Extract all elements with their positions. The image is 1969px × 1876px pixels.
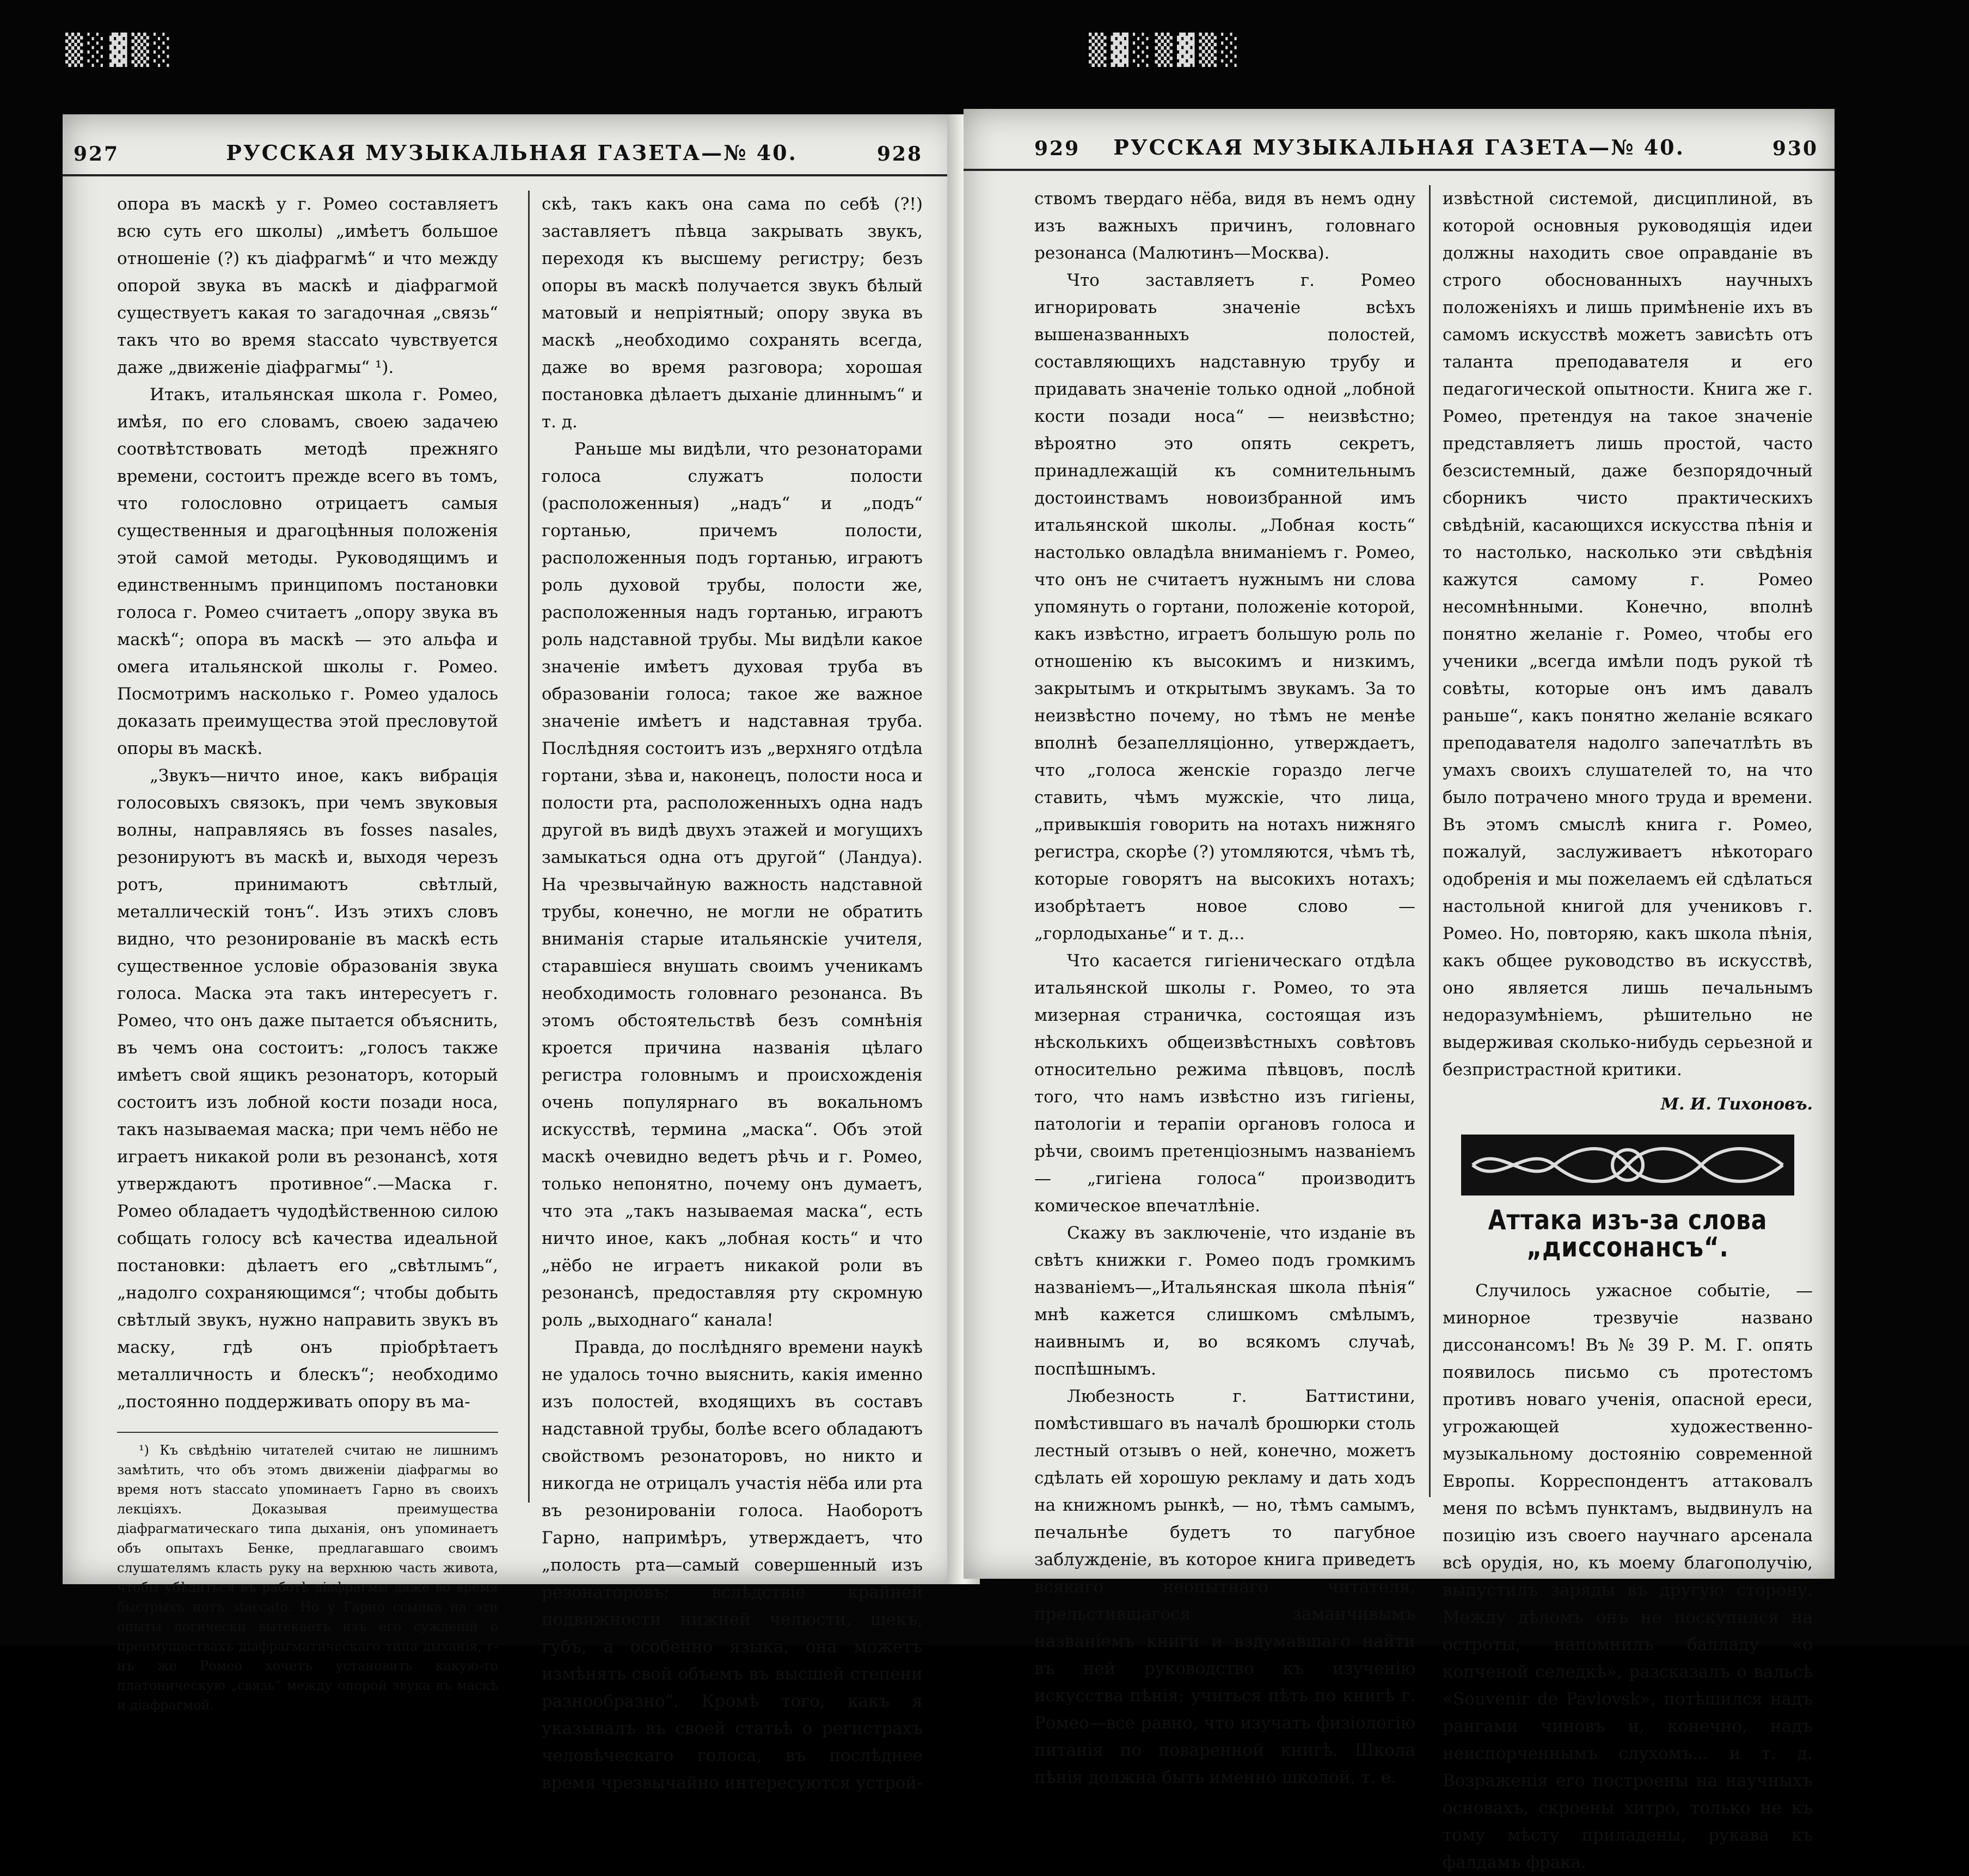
- paragraph: скѣ, такъ какъ она сама по себѣ (?!) заставляетъ пѣвца закрывать звукъ, переходя къ высшему регистру; безъ опоры въ маскѣ получается звукъ бѣлый матовый и непріятный; опору звука въ маскѣ „необходимо сохранять всегда, даже во время разговора; хорошая постановка дѣлаетъ дыханіе длиннымъ“ и т. д.: [542, 194, 923, 432]
- paragraph: Итакъ, итальянская школа г. Ромео, имѣя, по его словамъ, своею задачею соотвѣтствовать методѣ прежняго времени, состоитъ прежде всего въ томъ, что голословно отрицаетъ самыя существенныя и драгоцѣнныя положенія этой самой методы. Руководящимъ и единственнымъ принципомъ постановки голоса г. Ромео считаетъ „опору звука въ маскѣ“; опора въ маскѣ — это альфа и омега итальянской школы г. Ромео. Посмотримъ насколько г. Ромео удалось доказать преимущества этой пресловутой опоры въ маскѣ.: [117, 385, 498, 758]
- column-929: [1034, 185, 1415, 1787]
- newspaper-title-right: РУССКАЯ МУЗЫКАЛЬНАЯ ГАЗЕТА—№ 40.: [1113, 135, 1685, 160]
- newspaper-title-left: РУССКАЯ МУЗЫКАЛЬНАЯ ГАЗЕТА—№ 40.: [226, 140, 798, 165]
- page-number-927: 927: [73, 143, 120, 165]
- author-signature: М. И. Тихоновъ.: [1660, 1095, 1813, 1114]
- left-page-header: [63, 136, 961, 176]
- column-930: [1443, 185, 1813, 1872]
- paragraph: Раньше мы видѣли, что резонаторами голоса служатъ полости (расположенныя) „надъ“ и „подъ“ гортанью, причемъ полости, расположенныя подъ гортанью, играютъ роль духовой трубы, полости же, расположенныя надъ гортанью, играютъ роль надставной трубы. Мы видѣли какое значеніе имѣетъ духовая труба въ образованіи голоса; такое же важное значеніе имѣетъ и надставная труба. Послѣдняя состоитъ изъ „верхняго отдѣла гортани, зѣва и, наконецъ, полости носа и полости рта, расположенныхъ одна надъ другой въ видѣ двухъ этажей и могущихъ замыкаться одна отъ другой“ (Ландуа). На чрезвычайную важность надставной трубы, конечно, не могли не обратить вниманія старые итальянскіе учителя, старавшіеся внушать своимъ ученикамъ необходимость головнаго резонанса. Въ этомъ обстоятельствѣ безъ сомнѣнія кроется причина названія цѣлаго регистра головнымъ и происхожденія очень популярнаго въ вокальномъ искусствѣ, термина „маска“. Объ этой маскѣ очевидно ведетъ рѣчь и г. Ромео, только непонятно, почему онъ думаетъ, что эта „такъ называемая маска“, есть ничто иное, какъ „лобная кость“ и что „нёбо не играетъ никакой роли въ резонансѣ, предоставляя рту скромную роль „выходнаго“ канала!: [542, 439, 923, 1330]
- footnote: [117, 1432, 498, 1715]
- ornament-knot-icon: [1467, 1141, 1788, 1190]
- column-928: [542, 191, 923, 1793]
- paragraph: опора въ маскѣ у г. Ромео составляетъ всю суть его школы) „имѣетъ большое отношеніе (?) къ діафрагмѣ“ и что между опорой звука въ маскѣ и діафрагмой существуетъ какая то загадочная „связь“ такъ что во время staccato чувствуется даже „движеніе діафрагмы“ ¹).: [117, 194, 498, 377]
- paragraph: ствомъ твердаго нёба, видя въ немъ одну изъ важныхъ причинъ, головнаго резонанса (Малютинъ—Москва).: [1034, 189, 1415, 263]
- paragraph: извѣстной системой, дисциплиной, въ которой основныя руководящія идеи должны находить свое оправданіе въ строго обоснованныхъ научныхъ положеніяхъ и лишь примѣненіе ихъ въ самомъ искусствѣ можетъ зависѣть отъ таланта преподавателя и его педагогической опытности. Книга же г. Ромео, претендуя на такое значеніе представляетъ лишь простой, часто безсистемный, даже безпорядочный сборникъ чисто практическихъ свѣдѣній, касающихся искусства пѣнія и то настолько, насколько эти свѣдѣнія кажутся самому г. Ромео несомнѣнными. Конечно, вполнѣ понятно желаніе г. Ромео, чтобы его ученики „всегда имѣли подъ рукой тѣ совѣты, которые онъ имъ давалъ раньше“, какъ понятно желаніе всякаго преподавателя надолго запечатлѣть въ умахъ своихъ слушателей то, на что было потрачено много труда и времени. Въ этомъ смыслѣ книга г. Ромео, пожалуй, заслуживаетъ нѣкотораго одобренія и мы пожелаемъ ей сдѣлаться настольной книгой для учениковъ г. Ромео. Но, повторяю, какъ школа пѣнія, какъ общее руководство въ искусствѣ, оно является лишь печальнымъ недоразумѣніемъ, рѣшительно не выдерживая сколько-нибудь серьезной и безпристрастной критики.: [1443, 189, 1813, 1080]
- scan-noise: ▒░▓▒░: [65, 33, 176, 67]
- paragraph: Скажу въ заключеніе, что изданіе въ свѣтъ книжки г. Ромео подъ громкимъ названіемъ—„Итальянская школа пѣнія“ мнѣ кажется слишкомъ смѣлымъ, наивнымъ и, во всякомъ случаѣ, поспѣшнымъ.: [1034, 1223, 1415, 1379]
- scan-noise-right: ▒▓░▒▓▒░: [1089, 33, 1243, 67]
- column-rule: [528, 191, 530, 1503]
- left-page: [63, 114, 961, 1793]
- paragraph: Что касается гигіеническаго отдѣла итальянской школы г. Ромео, то эта мизерная страничка, состоящая изъ нѣсколькихъ общеизвѣстныхъ совѣтовъ относительно режима пѣвцовъ, послѣ того, что намъ извѣстно изъ гигіены, патологіи и терапіи органовъ голоса и рѣчи, своимъ претенціознымъ названіемъ — „гигіена голоса“ производитъ комическое впечатлѣніе.: [1034, 951, 1415, 1216]
- paragraph: Случилось ужасное событіе, — минорное трезвучіе названо диссонансомъ! Въ № 39 Р. М. Г. опять появилось письмо съ протестомъ противъ новаго ученія, опасной ереси, угрожающей художественно-музыкальному достоянію современной Европы. Корреспондентъ аттаковалъ меня по всѣмъ пунктамъ, выдвинулъ на позицію изъ своего научнаго арсенала всѣ орудія, но, къ моему благополучію, выпустилъ заряды въ другую сторону. Между дѣломъ онъ не поскупился на остроты, напомнилъ балладу «о копченой селедкѣ», разсказалъ о вальсѣ «Souvenir de Pavlovsk», потѣшился надъ рангами чиновъ и, конечно, надъ неиспорченнымъ слухомъ... и т. д. Возраженія его построены на научныхъ основахъ, скроены хитро, только не къ тому мѣсту приладены, рукава къ фалдамъ фрака.: [1443, 1281, 1813, 1872]
- column-rule: [1429, 185, 1431, 1497]
- paragraph: Любезность г. Баттистини, помѣстившаго въ началѣ брошюрки столь лестный отзывъ о ней, конечно, можетъ сдѣлать ей хорошую рекламу и дать ходъ на книжномъ рынкѣ, — но, тѣмъ самымъ, печальнѣе будетъ то пагубное заблужденіе, въ которое книга приведетъ всякаго неопытнаго читателя, прельстившагося заманчивымъ названіемъ книги и вздумавшаго найти въ ней руководство къ изученію искусства пѣнія; учиться пѣть по книгѣ г. Ромео—все равно, что изучать физіологію питанія по поваренной книгѣ. Школа пѣнія должна быть именно школой, т. е.: [1034, 1387, 1415, 1787]
- page-number-928: 928: [876, 143, 923, 165]
- ornament-divider: [1461, 1135, 1794, 1196]
- footnote-text: ¹) Къ свѣдѣнію читателей считаю не лишнимъ замѣтить, что объ этомъ движеніи діафрагмы во время нотъ staccato упоминаетъ Гарно въ своихъ лекціяхъ. Доказывая преимущества діафрагматическаго типа дыханія, онъ упоминаетъ объ опытахъ Бенке, предлагавшаго своимъ слушателямъ класть руку на верхнюю часть живота, чтобы убѣдиться въ работѣ діафрагмы даже во время быстрыхъ нотъ staccato. Но у Гарно ссылка на эти опыты логически вытекаетъ изъ его сужденій о преимуществахъ діафрагматическаго типа дыханія, г-нъ же Ромео хочетъ установить какую-то платоническую „связь“ между опорой звука въ маскѣ и діафрагмой.: [117, 1443, 498, 1713]
- page-number-929: 929: [1034, 137, 1081, 160]
- paragraph: „Звукъ—ничто иное, какъ вибрація голосовыхъ связокъ, при чемъ звуковыя волны, направляясь въ fosses nasales, резонируютъ въ маскѣ и, выходя черезъ ротъ, принимаютъ свѣтлый, металлическій тонъ“. Изъ этихъ словъ видно, что резонированіе въ маскѣ есть существенное условіе образованія звука голоса. Маска эта такъ интересуетъ г. Ромео, что онъ даже пытается объяснить, въ чемъ она состоитъ: „голосъ также имѣетъ свой ящикъ резонаторъ, который состоитъ изъ лобной кости позади носа, такъ называемая маска; при чемъ нёбо не играетъ никакой роли въ резонансѣ, хотя утверждаютъ противное“.—Маска г. Ромео обладаетъ чудодѣйственною силою собщать голосу всѣ качества идеальной постановки: дѣлаетъ его „свѣтлымъ“, „надолго сохраняющимся“; чтобы добыть свѣтлый звукъ, нужно направить звукъ въ маску, гдѣ онъ пріобрѣтаетъ металличность и блескъ“; необходимо „постоянно поддерживать опору въ ма-: [117, 766, 498, 1412]
- paragraph: Правда, до послѣдняго времени наукѣ не удалось точно выяснить, какія именно изъ полостей, входящихъ въ составъ надставной трубы, болѣе всего обладаютъ свойствомъ резонаторовъ, но никто и никогда не отрицалъ участія нёба или рта въ резонированіи голоса. Наоборотъ Гарно, напримѣръ, утверждаетъ, что „полость рта—самый совершенный изъ резонаторовъ; вслѣдствіе крайней подвижности нижней челюсти, щекъ, губъ, а особенно языка, она можетъ измѣнять свой объемъ въ высшей степени разнообразно“. Кромѣ того, какъ я указывалъ въ своей статьѣ о регистрахъ человѣческаго голоса, въ послѣднее время чрезвычайно интересуются устрой-: [542, 1338, 923, 1793]
- column-927: [117, 191, 498, 1713]
- right-page: [964, 109, 1835, 1872]
- page-number-930: 930: [1772, 137, 1818, 160]
- paragraph: Что заставляетъ г. Ромео игнорировать значеніе всѣхъ вышеназванныхъ полостей, составляющихъ надставную трубу и придавать значеніе только одной „лобной кости позади носа“ — неизвѣстно; вѣроятно это опять секретъ, принадлежащій къ сомнительнымъ достоинствамъ новоизбранной имъ итальянской школы. „Лобная кость“ настолько овладѣла вниманіемъ г. Ромео, что онъ не считаетъ нужнымъ ни слова упомянуть о гортани, положеніе которой, какъ извѣстно, играетъ большую роль по отношенію къ высокимъ и низкимъ, закрытымъ и открытымъ звукамъ. За то неизвѣстно почему, но тѣмъ не менѣе вполнѣ безапелляціонно, утверждаетъ, что „голоса женскіе гораздо легче ставить, чѣмъ мужскіе, что лица, „привыкшія говорить на нотахъ нижняго регистра, скорѣе (?) утомляются, чѣмъ тѣ, которые говорятъ на высокихъ нотахъ; изобрѣтаетъ новое слово — „горлодыханье“ и т. д...: [1034, 271, 1415, 943]
- article-title: Аттака изъ-за слова „диссонансъ“.: [1488, 1204, 1768, 1263]
- right-page-header: [964, 131, 1835, 171]
